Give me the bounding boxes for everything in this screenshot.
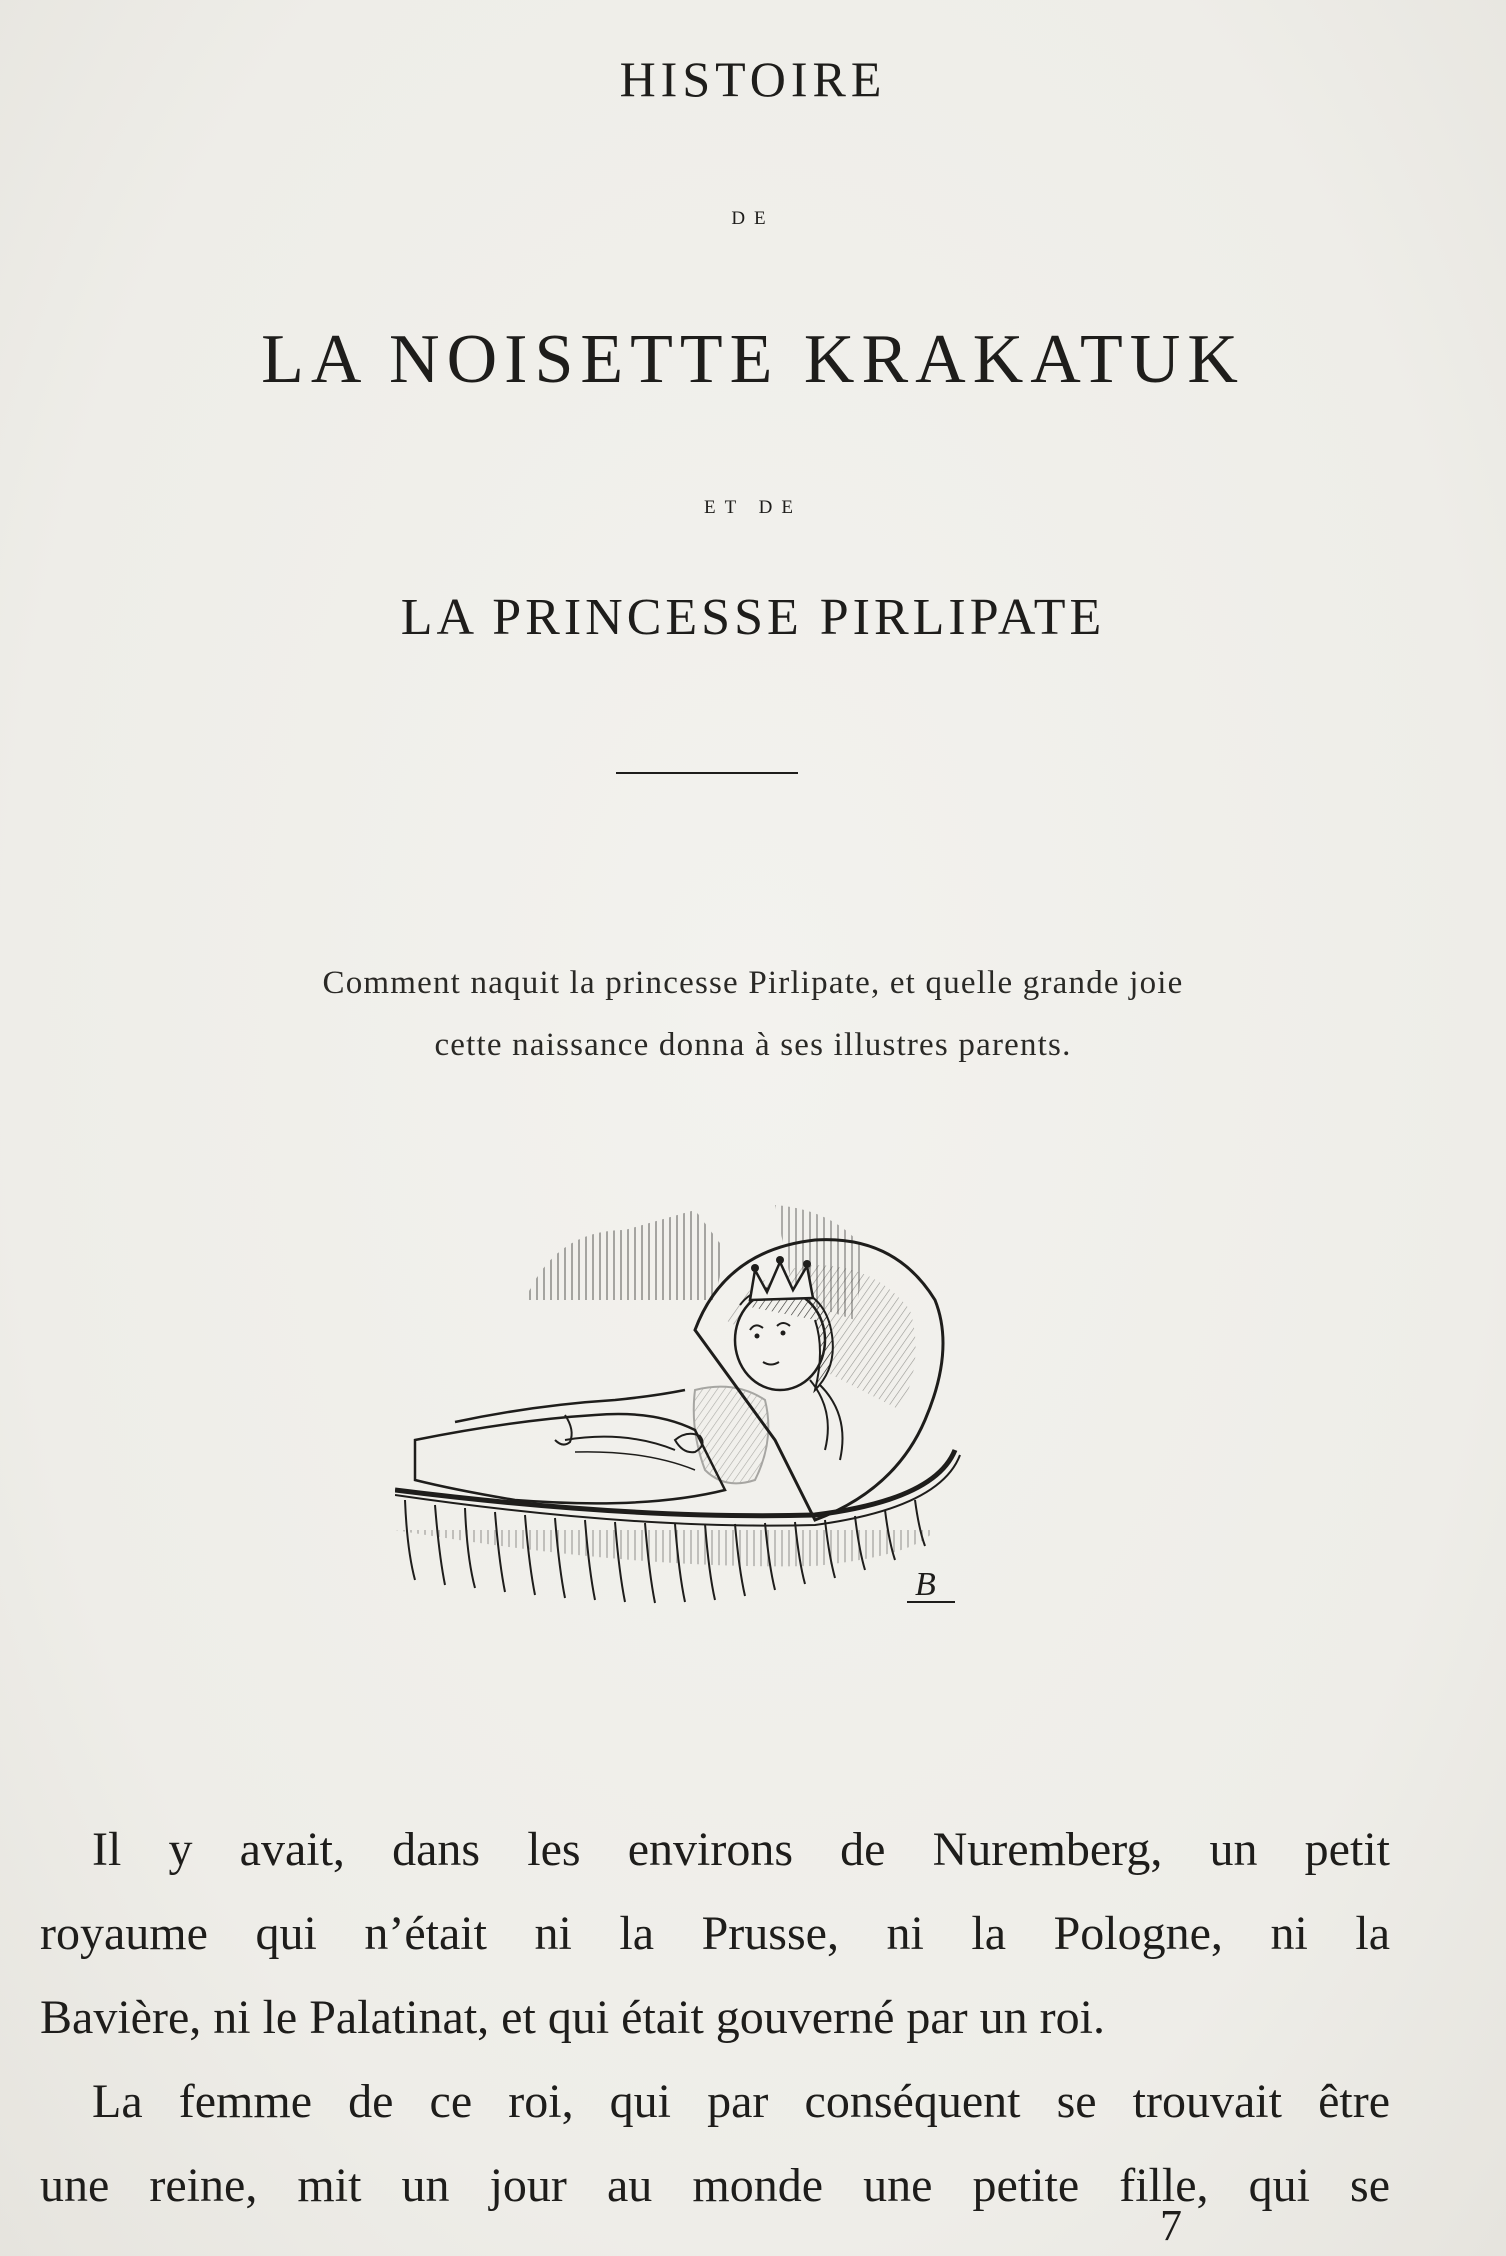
summary-line-2: cette naissance donna à ses illustres parents. [434,1027,1072,1063]
body-text [40,1808,1390,2228]
title-divider [616,772,798,774]
body-line: une reine, mit un jour au monde une petite fille, qui se [40,2159,1390,2212]
page-number: 7 [1160,2201,1182,2250]
artist-signature: B [915,1566,936,1603]
body-line: Bavière, ni le Palatinat, et qui était gouverné par un roi. [40,1991,1105,2044]
title-noisette-krakatuk: LA NOISETTE KRAKATUK [261,321,1245,398]
body-line: Il y avait, dans les environs de Nuremberg, un petit [92,1823,1390,1876]
title-de: DE [731,208,775,229]
body-line: royaume qui n’était ni la Prusse, ni la Pologne, ni la [40,1907,1390,1960]
summary-line-1: Comment naquit la princesse Pirlipate, et quelle grande joie [322,965,1184,1001]
title-histoire: HISTOIRE [619,51,887,107]
body-line: La femme de ce roi, qui par conséquent se trouvait être [92,2075,1390,2128]
title-princesse-pirlipate: LA PRINCESSE PIRLIPATE [400,589,1106,646]
title-et-de: ET DE [704,497,802,518]
chapter-summary [100,952,1406,1076]
cradle-illustration [395,1190,1035,1650]
